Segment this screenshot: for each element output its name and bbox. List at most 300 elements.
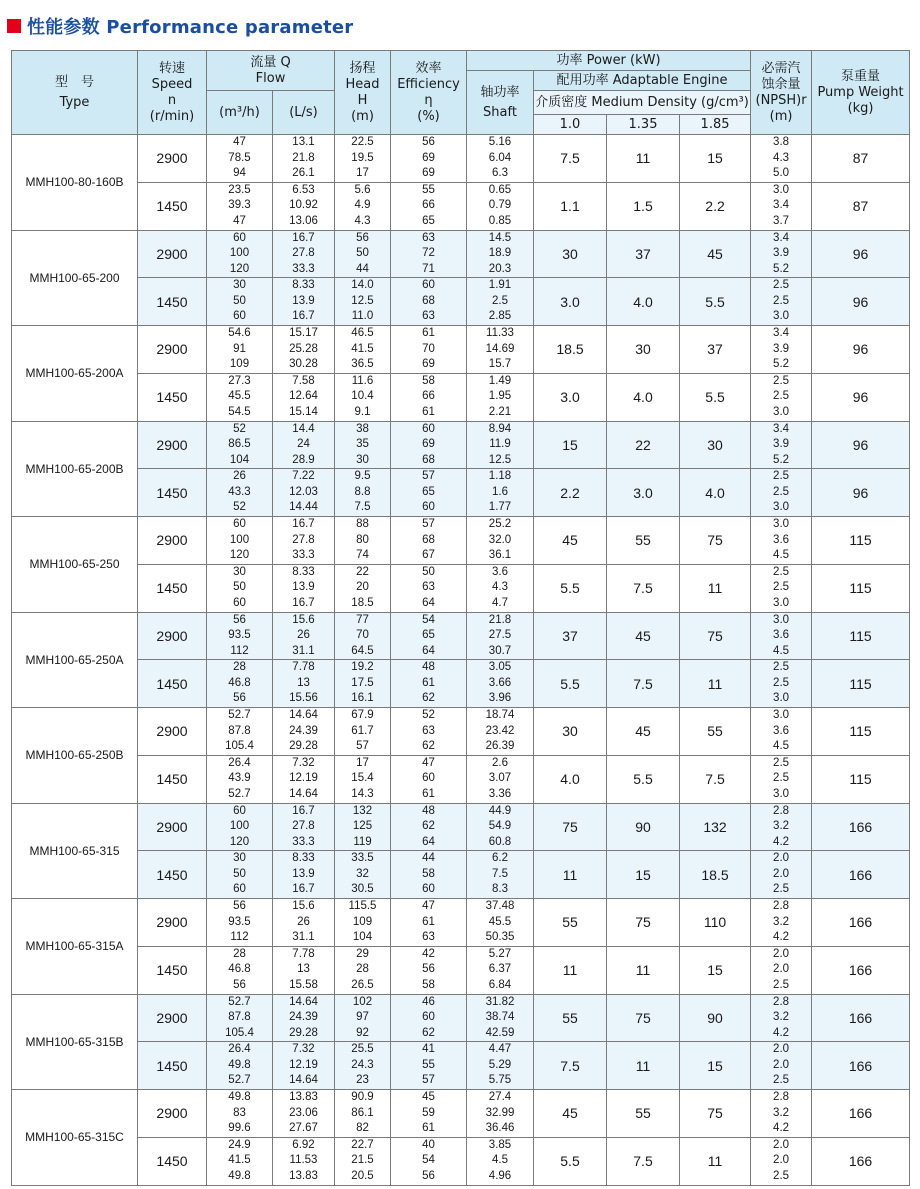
flow-m3h-cell-value: 49.8 [228,1058,251,1071]
table-row [12,1137,910,1185]
npsh-cell-value: 3.6 [773,629,790,641]
head-cell-value: 61.7 [351,724,374,737]
npsh-cell-value: 2.0 [773,963,790,976]
efficiency-cell-value: 45 [422,1091,435,1103]
efficiency-cell-value: 52 [422,709,435,721]
flow-m3h-cell-value: 52.7 [228,787,251,800]
npsh-cell-value: 3.9 [773,438,790,450]
flow-m3h-cell-value: 41.5 [228,1154,251,1167]
pump-weight-cell: 166 [812,851,910,899]
flow-ls-cell-value: 24.39 [289,1011,318,1023]
engine-power-3-cell: 11 [680,660,751,708]
head-cell [335,755,391,803]
engine-power-2-cell: 7.5 [607,564,680,612]
shaft-power-cell-value: 4.5 [492,1154,508,1167]
head-cell-value: 125 [352,820,373,832]
npsh-cell-value: 5.2 [773,453,790,466]
table-row [12,373,910,421]
npsh-cell-value: 3.6 [773,724,790,737]
head-cell-value: 5.6 [354,183,371,196]
flow-m3h-cell-value: 46.8 [228,963,251,976]
header-type: 型 号 Type [12,51,138,135]
header-head: 扬程 Head H (m) [335,51,391,135]
flow-m3h-cell [207,469,273,517]
shaft-power-cell [467,469,534,517]
flow-ls-cell [273,946,335,994]
npsh-cell-value: 3.7 [773,214,790,227]
head-cell-value: 26.5 [351,978,374,991]
efficiency-cell-value: 69 [422,151,435,164]
table-row [12,851,910,899]
efficiency-cell-value: 61 [422,676,435,689]
npsh-cell-value: 4.2 [773,1026,790,1039]
efficiency-cell-value: 56 [422,1169,435,1182]
table-row [12,755,910,803]
head-cell-value: 17.5 [351,676,374,689]
speed-cell: 2900 [138,612,207,660]
flow-m3h-cell-value: 87.8 [228,724,251,737]
engine-power-2-cell: 7.5 [607,1137,680,1185]
shaft-power-cell-value: 3.66 [488,676,512,689]
head-cell-value: 20.5 [351,1169,374,1182]
head-cell [335,1137,391,1185]
head-cell [335,230,391,278]
efficiency-cell-value: 62 [422,692,435,705]
engine-power-3-cell: 55 [680,708,751,756]
efficiency-cell-value: 60 [422,279,435,292]
efficiency-cell-value: 55 [422,183,435,196]
table-row [12,517,910,565]
shaft-power-cell-value: 1.18 [488,470,512,483]
npsh-cell-value: 4.5 [773,740,790,752]
npsh-cell-value: 3.0 [773,501,790,514]
efficiency-cell-value: 64 [422,644,435,657]
model-group [12,421,910,517]
engine-power-3-cell: 15 [680,946,751,994]
engine-power-3-cell: 4.0 [680,469,751,517]
efficiency-cell-value: 66 [422,390,435,403]
efficiency-cell-value: 47 [422,900,435,912]
head-cell-value: 14.3 [351,787,374,800]
npsh-cell-value: 2.0 [773,867,790,880]
flow-ls-cell [273,708,335,756]
shaft-power-cell [467,230,534,278]
npsh-cell-value: 2.5 [773,1169,790,1182]
speed-cell: 1450 [138,851,207,899]
efficiency-cell-value: 60 [422,501,435,514]
speed-cell: 1450 [138,755,207,803]
table-row [12,469,910,517]
flow-m3h-cell [207,851,273,899]
flow-ls-cell-value: 7.78 [292,947,315,960]
npsh-cell [751,755,812,803]
head-cell-value: 19.2 [351,661,374,674]
flow-m3h-cell [207,373,273,421]
table-row [12,182,910,230]
head-cell-value: 132 [352,804,373,817]
flow-ls-cell-value: 13.9 [292,867,315,880]
efficiency-cell-value: 70 [422,342,435,355]
header-efficiency: 效率 Efficiency η (%) [391,51,467,135]
model-name: MMH100-65-250A [12,612,138,708]
flow-m3h-cell-value: 83 [233,1106,246,1119]
shaft-power-cell-value: 1.6 [492,485,508,498]
efficiency-cell-value: 44 [422,852,435,865]
efficiency-cell [391,469,467,517]
pump-weight-cell: 87 [812,182,910,230]
table-row [12,230,910,278]
flow-ls-cell-value: 14.44 [289,501,318,514]
flow-m3h-cell [207,421,273,469]
flow-m3h-cell-value: 50 [233,581,246,594]
flow-ls-cell-value: 12.19 [289,772,318,785]
head-cell [335,612,391,660]
flow-ls-cell [273,1137,335,1185]
head-cell-value: 82 [356,1122,369,1134]
head-cell [335,373,391,421]
npsh-cell-value: 2.0 [773,947,790,960]
engine-power-3-cell: 110 [680,899,751,947]
flow-m3h-cell-value: 120 [229,262,250,275]
shaft-power-cell-value: 3.6 [492,565,508,578]
npsh-cell-value: 3.0 [773,310,790,323]
flow-ls-cell-value: 16.7 [292,310,315,323]
flow-ls-cell-value: 27.8 [292,820,315,832]
npsh-cell-value: 2.8 [773,804,790,817]
head-cell [335,851,391,899]
npsh-cell [751,517,812,565]
header-flow: 流量 Q Flow [207,51,335,91]
engine-power-1-cell: 45 [534,517,607,565]
flow-ls-cell-value: 10.92 [289,199,318,212]
pump-weight-cell: 96 [812,278,910,326]
npsh-cell-value: 4.5 [773,644,790,657]
efficiency-cell-value: 64 [422,596,435,609]
head-cell-value: 11.6 [351,374,374,387]
head-cell-value: 115.5 [348,900,377,912]
flow-m3h-cell-value: 52.7 [228,995,251,1008]
model-name: MMH100-80-160B [12,135,138,231]
flow-m3h-cell-value: 99.6 [228,1122,251,1134]
flow-m3h-cell-value: 56 [233,692,246,705]
speed-cell: 1450 [138,1137,207,1185]
shaft-power-cell [467,373,534,421]
flow-ls-cell-value: 14.64 [289,709,318,721]
shaft-power-cell [467,564,534,612]
pump-weight-cell: 115 [812,517,910,565]
npsh-cell-value: 3.0 [773,518,790,530]
head-cell [335,326,391,374]
flow-ls-cell [273,326,335,374]
shaft-power-cell-value: 36.46 [485,1122,515,1134]
head-cell-value: 8.8 [354,485,371,498]
npsh-cell-value: 2.5 [773,883,790,896]
flow-m3h-cell-value: 50 [233,294,246,307]
shaft-power-cell [467,1137,534,1185]
flow-m3h-cell-value: 112 [230,931,249,943]
efficiency-cell-value: 63 [422,231,435,244]
head-cell-value: 90.9 [351,1091,374,1103]
engine-power-2-cell: 75 [607,994,680,1042]
shaft-power-cell-value: 45.5 [488,915,512,928]
flow-m3h-cell-value: 54.6 [228,327,251,339]
shaft-power-cell-value: 1.91 [488,279,512,292]
model-name: MMH100-65-315C [12,1090,138,1186]
shaft-power-cell [467,946,534,994]
engine-power-1-cell: 3.0 [534,373,607,421]
flow-m3h-cell-value: 120 [229,549,250,561]
model-name: MMH100-65-315A [12,899,138,995]
npsh-cell-value: 2.5 [773,390,790,403]
flow-ls-cell-value: 13.83 [289,1169,318,1182]
shaft-power-cell-value: 1.95 [488,390,512,403]
speed-cell: 2900 [138,421,207,469]
shaft-power-cell-value: 23.42 [485,724,515,737]
npsh-cell-value: 2.5 [773,756,790,769]
npsh-cell [751,946,812,994]
head-cell-value: 22.7 [351,1138,374,1151]
head-cell-value: 20 [356,581,369,594]
efficiency-cell-value: 65 [422,629,435,641]
flow-ls-cell-value: 33.3 [292,835,315,848]
shaft-power-cell [467,755,534,803]
npsh-cell-value: 3.4 [773,231,790,244]
efficiency-cell-value: 60 [422,883,435,896]
flow-ls-cell-value: 30.28 [289,358,318,370]
shaft-power-cell-value: 4.3 [492,581,508,594]
pump-weight-cell: 166 [812,803,910,851]
efficiency-cell-value: 61 [422,915,435,928]
head-cell [335,994,391,1042]
head-cell-value: 109 [352,915,373,928]
pump-weight-cell: 96 [812,230,910,278]
header-speed: 转速 Speed n (r/min) [138,51,207,135]
head-cell-value: 88 [356,518,369,530]
efficiency-cell-value: 63 [422,931,435,943]
shaft-power-cell-value: 3.85 [488,1138,512,1151]
efficiency-cell-value: 59 [422,1106,435,1119]
flow-m3h-cell [207,803,273,851]
flow-ls-cell-value: 13.1 [292,136,315,148]
flow-m3h-cell-value: 60 [233,518,246,530]
head-cell-value: 56 [356,231,369,244]
shaft-power-cell [467,708,534,756]
pump-weight-cell: 96 [812,373,910,421]
shaft-power-cell-value: 2.6 [492,756,508,769]
flow-m3h-cell-value: 24.9 [228,1138,251,1151]
engine-power-3-cell: 37 [680,326,751,374]
efficiency-cell [391,612,467,660]
shaft-power-cell [467,1090,534,1138]
head-cell-value: 36.5 [351,358,374,370]
head-cell [335,182,391,230]
engine-power-1-cell: 4.0 [534,755,607,803]
efficiency-cell-value: 61 [422,327,435,339]
flow-ls-cell-value: 7.32 [292,1043,315,1056]
head-cell-value: 17 [356,167,369,179]
flow-ls-cell-value: 15.58 [289,978,318,991]
efficiency-cell [391,135,467,183]
flow-m3h-cell-value: 30 [233,852,246,865]
npsh-cell-value: 2.5 [773,581,790,594]
flow-ls-cell-value: 13.06 [289,214,318,227]
shaft-power-cell-value: 6.3 [492,167,508,179]
flow-ls-cell-value: 12.64 [289,390,318,403]
shaft-power-cell [467,994,534,1042]
efficiency-cell-value: 42 [422,947,435,960]
speed-cell: 2900 [138,1090,207,1138]
flow-ls-cell-value: 14.64 [289,1074,318,1087]
head-cell [335,517,391,565]
efficiency-cell-value: 71 [422,262,435,275]
performance-table [11,50,910,1186]
shaft-power-cell [467,182,534,230]
head-cell-value: 32 [356,867,369,880]
efficiency-cell-value: 65 [422,485,435,498]
flow-m3h-cell-value: 52 [233,422,246,435]
shaft-power-cell-value: 15.7 [488,358,512,370]
shaft-power-cell-value: 6.04 [488,151,512,164]
npsh-cell [751,1137,812,1185]
flow-ls-cell [273,373,335,421]
head-cell [335,421,391,469]
shaft-power-cell [467,1042,534,1090]
npsh-cell-value: 3.0 [773,692,790,705]
flow-m3h-cell-value: 28 [233,947,246,960]
head-cell-value: 12.5 [351,294,374,307]
pump-weight-cell: 166 [812,1042,910,1090]
flow-ls-cell-value: 6.53 [292,183,315,196]
flow-m3h-cell-value: 87.8 [228,1011,251,1023]
efficiency-cell-value: 63 [422,310,435,323]
engine-power-1-cell: 18.5 [534,326,607,374]
flow-ls-cell-value: 29.28 [289,740,318,752]
flow-ls-cell-value: 28.9 [292,453,315,466]
head-cell-value: 64.5 [351,644,374,657]
engine-power-1-cell: 2.2 [534,469,607,517]
flow-ls-cell [273,517,335,565]
efficiency-cell-value: 69 [422,438,435,450]
npsh-cell-value: 5.0 [773,167,790,179]
npsh-cell [751,1042,812,1090]
flow-ls-cell [273,564,335,612]
engine-power-1-cell: 5.5 [534,1137,607,1185]
speed-cell: 2900 [138,230,207,278]
npsh-cell [751,660,812,708]
shaft-power-cell [467,278,534,326]
head-cell-value: 97 [356,1011,369,1023]
npsh-cell-value: 2.5 [773,1074,790,1087]
flow-m3h-cell-value: 26.4 [228,1043,251,1056]
efficiency-cell-value: 56 [422,136,435,148]
flow-m3h-cell [207,946,273,994]
npsh-cell-value: 2.8 [773,900,790,912]
shaft-power-cell [467,326,534,374]
flow-ls-cell-value: 14.64 [289,995,318,1008]
table-row [12,1042,910,1090]
npsh-cell-value: 2.5 [773,470,790,483]
efficiency-cell-value: 41 [422,1043,435,1056]
head-cell-value: 41.5 [351,342,374,355]
shaft-power-cell-value: 36.1 [488,549,512,561]
flow-m3h-cell-value: 45.5 [228,390,251,403]
head-cell-value: 7.5 [354,501,371,514]
shaft-power-cell-value: 11.9 [489,438,511,450]
shaft-power-cell [467,517,534,565]
efficiency-cell-value: 62 [422,740,435,752]
head-cell-value: 11.0 [351,310,374,323]
head-cell-value: 16.1 [351,692,374,705]
efficiency-cell-value: 69 [422,358,435,370]
head-cell-value: 35 [356,438,369,450]
header-weight: 泵重量 Pump Weight (kg) [812,51,910,135]
efficiency-cell-value: 68 [422,294,435,307]
npsh-cell [751,469,812,517]
npsh-cell [751,421,812,469]
flow-ls-cell-value: 16.7 [292,804,315,817]
flow-m3h-cell-value: 47 [233,214,246,227]
table-row [12,612,910,660]
efficiency-cell-value: 61 [422,787,435,800]
npsh-cell [751,373,812,421]
speed-cell: 2900 [138,135,207,183]
shaft-power-cell-value: 31.82 [485,995,515,1008]
efficiency-cell-value: 46 [422,995,435,1008]
flow-ls-cell [273,421,335,469]
flow-m3h-cell-value: 28 [233,661,246,674]
npsh-cell-value: 3.2 [773,820,790,832]
flow-ls-cell-value: 16.7 [292,518,315,530]
efficiency-cell [391,326,467,374]
engine-power-2-cell: 11 [607,135,680,183]
npsh-cell-value: 2.5 [773,676,790,689]
shaft-power-cell-value: 21.8 [488,613,512,626]
engine-power-3-cell: 11 [680,1137,751,1185]
flow-m3h-cell-value: 46.8 [228,676,251,689]
speed-cell: 2900 [138,517,207,565]
efficiency-cell [391,182,467,230]
efficiency-cell [391,278,467,326]
flow-m3h-cell-value: 26.4 [228,756,251,769]
engine-power-2-cell: 15 [607,851,680,899]
efficiency-cell-value: 57 [422,518,435,530]
head-cell [335,708,391,756]
npsh-cell-value: 3.0 [773,183,790,196]
model-name: MMH100-65-200A [12,326,138,422]
pump-weight-cell: 115 [812,564,910,612]
engine-power-1-cell: 5.5 [534,660,607,708]
head-cell-value: 17 [356,756,369,769]
shaft-power-cell [467,851,534,899]
head-cell-value: 57 [356,740,369,752]
efficiency-cell-value: 60 [422,1011,435,1023]
pump-weight-cell: 115 [812,660,910,708]
flow-ls-cell-value: 7.58 [292,374,315,387]
engine-power-1-cell: 55 [534,899,607,947]
npsh-cell-value: 3.0 [773,405,790,418]
flow-m3h-cell-value: 49.8 [228,1091,251,1103]
npsh-cell-value: 3.0 [773,787,790,800]
shaft-power-cell-value: 7.5 [492,867,508,880]
engine-power-3-cell: 11 [680,564,751,612]
flow-ls-cell-value: 26 [297,915,310,928]
model-group [12,803,910,899]
shaft-power-cell-value: 1.77 [488,501,512,514]
npsh-cell-value: 2.5 [773,978,790,991]
npsh-cell-value: 3.0 [773,613,790,626]
shaft-power-cell-value: 4.47 [488,1043,512,1056]
flow-ls-cell-value: 13.9 [292,581,315,594]
